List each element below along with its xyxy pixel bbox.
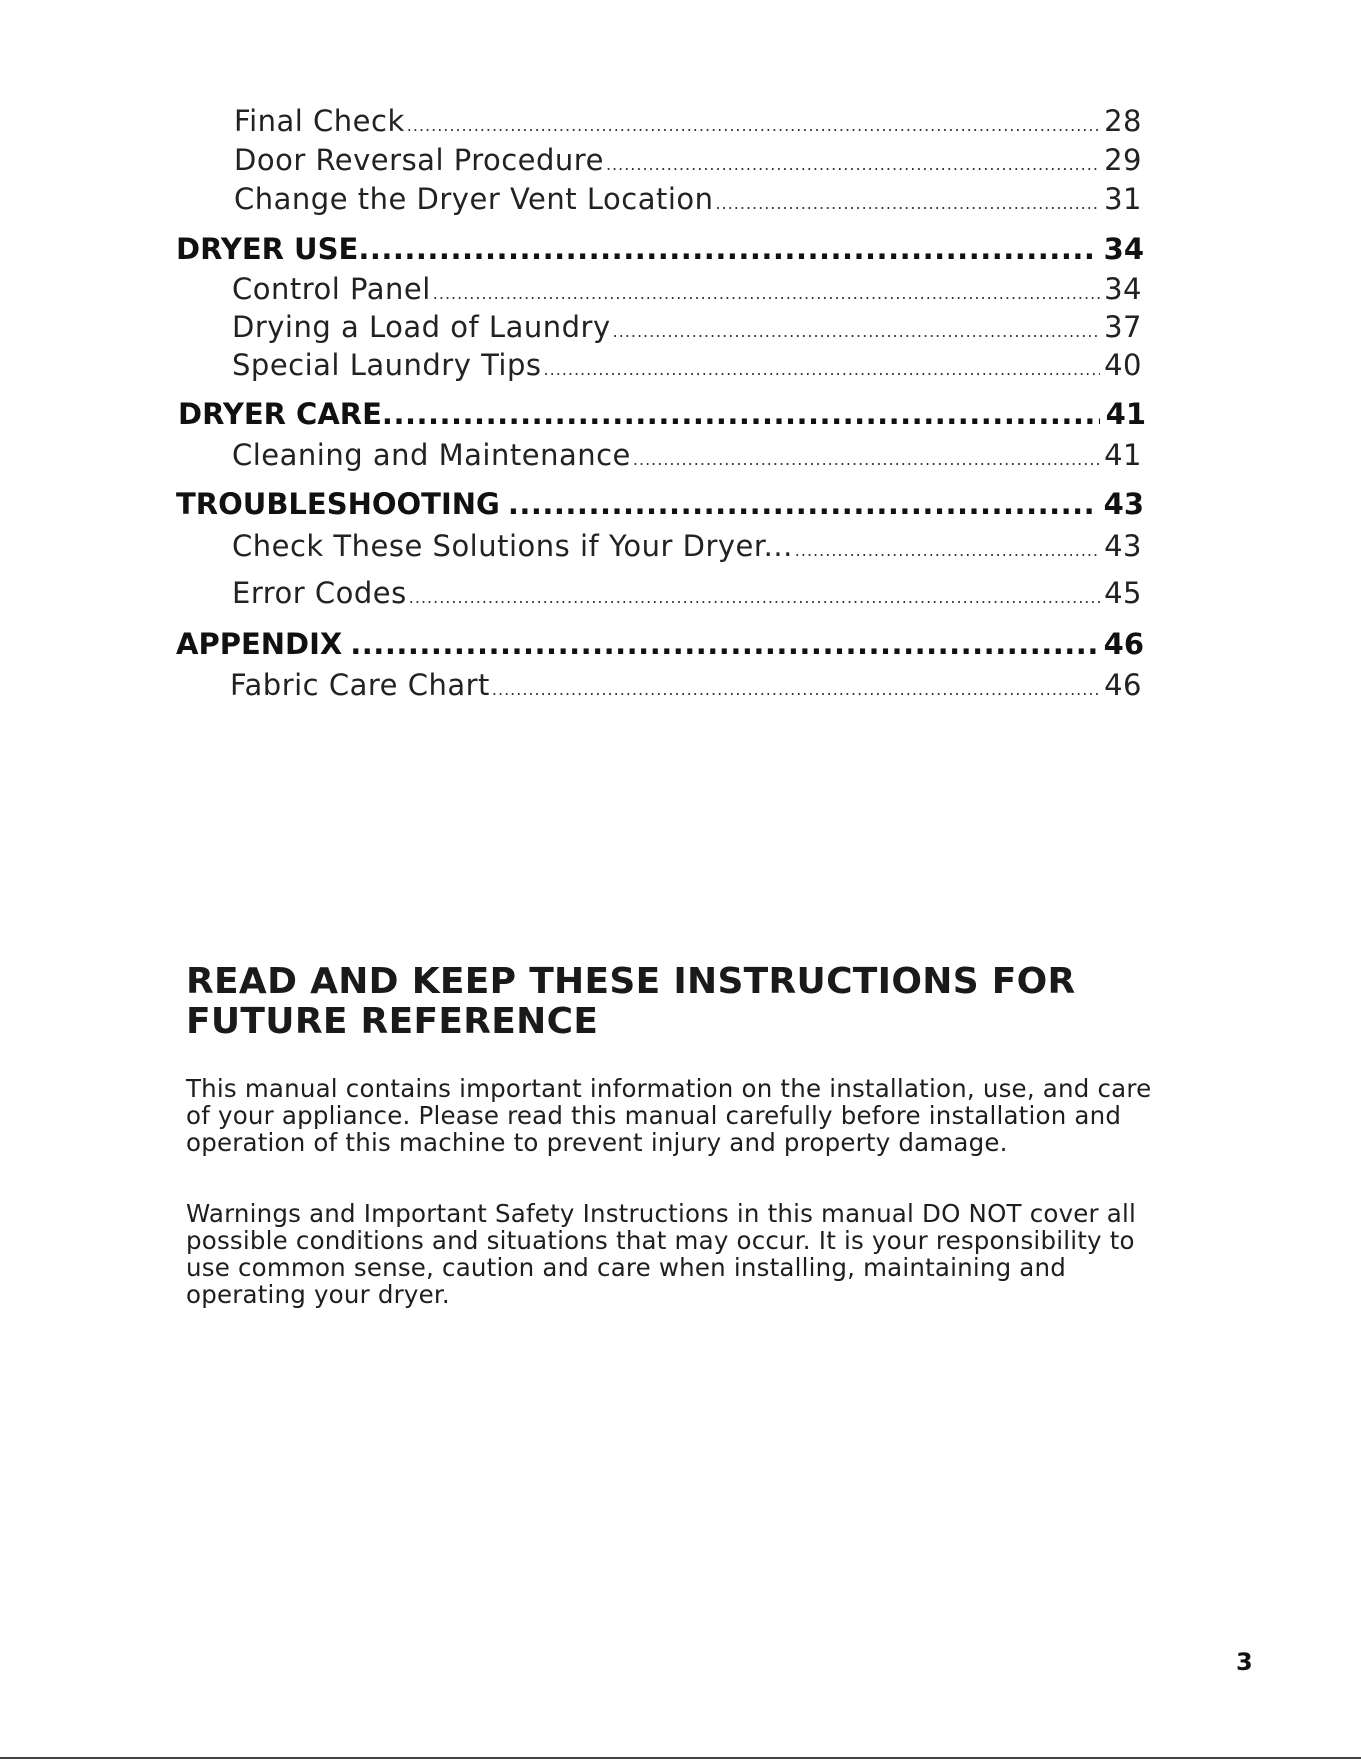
- toc-entry-label: Fabric Care Chart: [230, 668, 490, 702]
- toc-section-label: APPENDIX: [176, 627, 343, 661]
- toc-dot-leader: [613, 322, 1100, 341]
- toc-section-label: TROUBLESHOOTING: [176, 487, 500, 521]
- toc-page-number: 41: [1105, 397, 1146, 431]
- toc-dot-leader: [795, 541, 1100, 560]
- toc-section-dryer-care[interactable]: [178, 397, 1146, 431]
- toc-entry-label: Error Codes: [232, 576, 407, 610]
- toc-dot-leader: [633, 450, 1100, 469]
- toc-dot-leader: [382, 397, 1100, 431]
- toc-entry-door-reversal[interactable]: [234, 143, 1142, 177]
- toc-entry-control-panel[interactable]: [232, 272, 1142, 306]
- toc-dot-leader: [407, 116, 1100, 135]
- toc-page-number: 34: [1103, 232, 1144, 266]
- toc-entry-check-solutions[interactable]: [232, 529, 1142, 563]
- toc-page-number: 43: [1104, 529, 1142, 563]
- toc-entry-special-tips[interactable]: [232, 348, 1142, 382]
- toc-entry-label: Final Check: [234, 104, 405, 138]
- toc-dot-leader: [508, 487, 1098, 521]
- toc-page-number: 28: [1104, 104, 1142, 138]
- toc-entry-label: Door Reversal Procedure: [234, 143, 604, 177]
- toc-page-number: 29: [1104, 143, 1142, 177]
- toc-dot-leader: [409, 588, 1100, 607]
- toc-page-number: 34: [1104, 272, 1142, 306]
- toc-entry-change-vent[interactable]: [234, 182, 1142, 216]
- toc-page-number: 45: [1104, 576, 1142, 610]
- toc-entry-fabric-care[interactable]: [230, 668, 1142, 702]
- toc-section-label: DRYER CARE: [178, 397, 382, 431]
- toc-entry-cleaning[interactable]: [232, 438, 1142, 472]
- toc-section-appendix[interactable]: [176, 627, 1144, 661]
- toc-page-number: 46: [1104, 668, 1142, 702]
- toc-entry-drying-load[interactable]: [232, 310, 1142, 344]
- notice-paragraph-intro: This manual contains important information on the installation, use, and care of your appliance. Please read this manual carefully before installation and operation of this machine to prevent injury and property damage.: [186, 1074, 1152, 1157]
- toc-page-number: 43: [1103, 487, 1144, 521]
- toc-page-number: 37: [1104, 310, 1142, 344]
- toc-entry-label: Change the Dryer Vent Location: [234, 182, 714, 216]
- toc-entry-label: Cleaning and Maintenance: [232, 438, 631, 472]
- page-number: 3: [1236, 1648, 1253, 1676]
- toc-section-troubleshooting[interactable]: [176, 487, 1144, 521]
- toc-page-number: 46: [1103, 627, 1144, 661]
- toc-dot-leader: [433, 284, 1100, 303]
- toc-dot-leader: [350, 627, 1097, 661]
- toc-entry-label: Special Laundry Tips: [232, 348, 542, 382]
- toc-section-label: DRYER USE: [176, 232, 359, 266]
- toc-entry-label: Control Panel: [232, 272, 431, 306]
- toc-page-number: 40: [1104, 348, 1142, 382]
- toc-dot-leader: [716, 194, 1101, 213]
- toc-dot-leader: [492, 680, 1100, 699]
- page-bottom-divider: [0, 1757, 1361, 1759]
- toc-section-dryer-use[interactable]: [176, 232, 1144, 266]
- toc-dot-leader: [358, 232, 1097, 266]
- notice-heading: READ AND KEEP THESE INSTRUCTIONS FOR FUTURE REFERENCE: [186, 961, 1076, 1042]
- toc-entry-label: Drying a Load of Laundry: [232, 310, 611, 344]
- toc-entry-label: Check These Solutions if Your Dryer...: [232, 529, 793, 563]
- notice-paragraph-warnings: Warnings and Important Safety Instructions in this manual DO NOT cover all possible conditions and situations that may occur. It is your responsibility to use common sense, caution and care when installing, maintaining and operating your dryer.: [186, 1199, 1137, 1309]
- toc-entry-error-codes[interactable]: [232, 576, 1142, 610]
- toc-dot-leader: [544, 360, 1101, 379]
- toc-page-number: 31: [1104, 182, 1142, 216]
- toc-dot-leader: [606, 155, 1100, 174]
- toc-page-number: 41: [1104, 438, 1142, 472]
- toc-entry-final-check[interactable]: [234, 104, 1142, 138]
